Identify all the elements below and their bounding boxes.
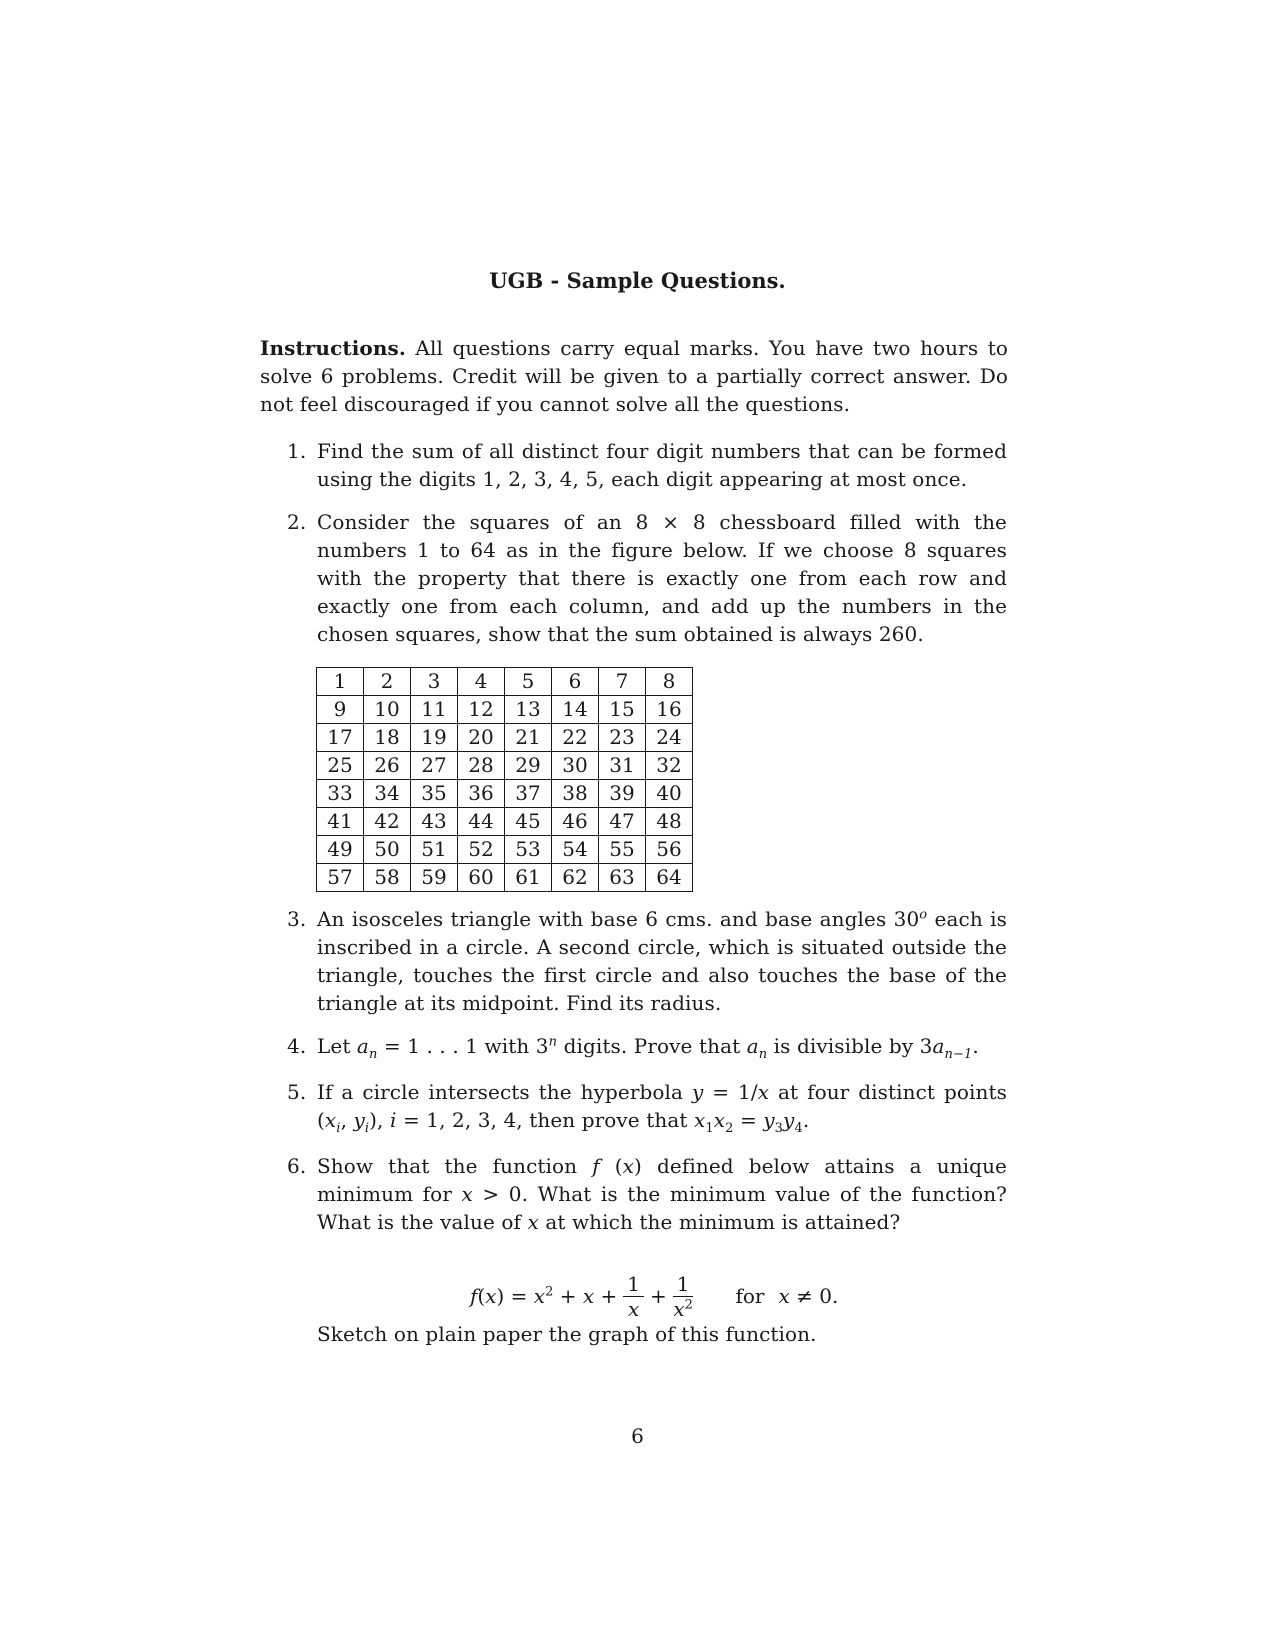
grid-cell: 39 xyxy=(599,780,646,808)
grid-cell: 8 xyxy=(646,668,693,696)
grid-cell: 18 xyxy=(364,724,411,752)
q6-x2: x xyxy=(461,1182,473,1206)
question-6-number: 6. xyxy=(287,1154,307,1178)
grid-cell: 55 xyxy=(599,836,646,864)
grid-cell: 44 xyxy=(458,808,505,836)
fraction-one-over-x-squared xyxy=(673,1272,694,1321)
grid-cell: 58 xyxy=(364,864,411,892)
question-3-number: 3. xyxy=(287,907,307,931)
grid-row xyxy=(317,808,693,836)
grid-cell: 26 xyxy=(364,752,411,780)
grid-cell: 30 xyxy=(552,752,599,780)
grid-row xyxy=(317,724,693,752)
q5-x: x xyxy=(757,1080,770,1104)
grid-cell: 49 xyxy=(317,836,364,864)
formula-close: ) = xyxy=(496,1284,534,1308)
grid-cell: 59 xyxy=(411,864,458,892)
formula-lhs xyxy=(470,1284,617,1308)
grid-cell: 48 xyxy=(646,808,693,836)
frac1-den: x xyxy=(627,1296,640,1321)
grid-cell: 4 xyxy=(458,668,505,696)
grid-cell: 12 xyxy=(458,696,505,724)
q6-p3: ) defined below attains a unique minimum for xyxy=(317,1154,1007,1206)
grid-cell: 33 xyxy=(317,780,364,808)
formula-x-sq: x xyxy=(533,1284,546,1308)
grid-cell: 28 xyxy=(458,752,505,780)
q5-p5: = 1, 2, 3, 4, then prove that xyxy=(396,1108,694,1132)
grid-cell: 22 xyxy=(552,724,599,752)
grid-cell: 3 xyxy=(411,668,458,696)
grid-cell: 50 xyxy=(364,836,411,864)
q5-x2: x xyxy=(713,1108,726,1132)
q4-a3: a xyxy=(932,1034,945,1058)
q4-sub-n2: n xyxy=(758,1047,768,1062)
q6-p4: > 0. What is the minimum value of the function? What is the value of xyxy=(317,1182,1007,1234)
q5-sub-2: 2 xyxy=(725,1121,734,1136)
question-3-text xyxy=(317,905,1007,1017)
q5-i: i xyxy=(389,1108,397,1132)
formula-cond-x: x xyxy=(778,1284,790,1308)
q5-sub-1: 1 xyxy=(705,1121,714,1136)
grid-cell: 45 xyxy=(505,808,552,836)
instructions-label: Instructions. xyxy=(260,336,406,360)
question-2-text: Consider the squares of an 8 × 8 chessboard filled with the numbers 1 to 64 as in the figure below. If we choose 8 squares with the property that there is exactly one from each row and exactly one from each column, and add up the numbers in the chosen squares, show that the sum obtained is always 260. xyxy=(317,510,1007,646)
q6-p2: ( xyxy=(599,1154,623,1178)
q4-end: . xyxy=(972,1034,979,1058)
grid-row xyxy=(317,780,693,808)
grid-cell: 41 xyxy=(317,808,364,836)
q3-text-a: An isosceles triangle with base 6 cms. and base angles 30 xyxy=(317,907,920,931)
grid-cell: 52 xyxy=(458,836,505,864)
grid-cell: 1 xyxy=(317,668,364,696)
question-5-text xyxy=(317,1078,1007,1134)
frac2-den-x: x xyxy=(673,1296,685,1321)
q5-p4: ), xyxy=(369,1108,390,1132)
q4-a: a xyxy=(356,1034,369,1058)
grid-cell: 6 xyxy=(552,668,599,696)
grid-cell: 19 xyxy=(411,724,458,752)
grid-row xyxy=(317,696,693,724)
grid-cell: 34 xyxy=(364,780,411,808)
q6-p5: at which the minimum is attained? xyxy=(538,1210,901,1234)
chessboard-number-grid xyxy=(316,667,693,892)
q5-y3: y xyxy=(763,1108,775,1132)
grid-cell: 9 xyxy=(317,696,364,724)
q3-degree-sup: o xyxy=(919,907,928,923)
grid-cell: 46 xyxy=(552,808,599,836)
instructions-text: All questions carry equal marks. You have two hours to solve 6 problems. Credit will be given to a partially correct answer. Do not feel discouraged if you cannot solve all the questions. xyxy=(260,336,1008,416)
q4-sub-nm1: n−1 xyxy=(944,1047,973,1062)
formula-x: x xyxy=(485,1284,497,1308)
grid-cell: 64 xyxy=(646,864,693,892)
question-4-text xyxy=(317,1032,1007,1060)
grid-row xyxy=(317,752,693,780)
q5-y: y xyxy=(691,1080,704,1104)
q5-sub-i2: i xyxy=(364,1121,370,1136)
q5-yi: y xyxy=(353,1108,365,1132)
grid-cell: 7 xyxy=(599,668,646,696)
grid-cell: 17 xyxy=(317,724,364,752)
q4-sub-n: n xyxy=(368,1047,378,1062)
grid-cell: 62 xyxy=(552,864,599,892)
q5-p3: at four distinct points ( xyxy=(317,1080,1007,1132)
question-6-sketch: Sketch on plain paper the graph of this function. xyxy=(317,1322,817,1346)
q4-a2: a xyxy=(746,1034,759,1058)
grid-cell: 36 xyxy=(458,780,505,808)
question-5-number: 5. xyxy=(287,1080,307,1104)
grid-cell: 23 xyxy=(599,724,646,752)
grid-cell: 27 xyxy=(411,752,458,780)
question-1-number: 1. xyxy=(287,439,307,463)
question-4-number: 4. xyxy=(287,1034,307,1058)
q5-x1: x xyxy=(693,1108,706,1132)
grid-cell: 40 xyxy=(646,780,693,808)
page-title: UGB - Sample Questions. xyxy=(489,268,786,293)
grid-row xyxy=(317,668,693,696)
grid-cell: 56 xyxy=(646,836,693,864)
q5-p1: If a circle intersects the hyperbola xyxy=(317,1080,692,1104)
q5-eq: = xyxy=(733,1108,764,1132)
grid-cell: 11 xyxy=(411,696,458,724)
function-formula xyxy=(470,1264,838,1328)
grid-cell: 43 xyxy=(411,808,458,836)
frac1-num: 1 xyxy=(623,1272,644,1297)
formula-plus-3: + xyxy=(649,1284,667,1308)
q6-p1: Show that the function xyxy=(317,1154,593,1178)
grid-cell: 38 xyxy=(552,780,599,808)
q5-p2: = 1/ xyxy=(703,1080,758,1104)
grid-cell: 60 xyxy=(458,864,505,892)
grid-cell: 32 xyxy=(646,752,693,780)
grid-cell: 42 xyxy=(364,808,411,836)
grid-cell: 53 xyxy=(505,836,552,864)
q6-x: x xyxy=(622,1154,635,1178)
formula-plus-1: + xyxy=(553,1284,583,1308)
frac2-num: 1 xyxy=(673,1272,694,1297)
formula-neq: ≠ 0. xyxy=(789,1284,839,1308)
grid-cell: 16 xyxy=(646,696,693,724)
page-number: 6 xyxy=(631,1424,644,1448)
grid-cell: 25 xyxy=(317,752,364,780)
grid-cell: 61 xyxy=(505,864,552,892)
fraction-one-over-x xyxy=(623,1272,644,1321)
formula-f: f xyxy=(470,1284,478,1308)
q5-end: . xyxy=(802,1108,810,1132)
grid-cell: 57 xyxy=(317,864,364,892)
grid-cell: 35 xyxy=(411,780,458,808)
grid-row xyxy=(317,864,693,892)
grid-cell: 37 xyxy=(505,780,552,808)
grid-cell: 63 xyxy=(599,864,646,892)
question-2-number: 2. xyxy=(287,510,307,534)
grid-cell: 5 xyxy=(505,668,552,696)
instructions-paragraph xyxy=(260,334,1008,418)
grid-cell: 21 xyxy=(505,724,552,752)
grid-row xyxy=(317,836,693,864)
q5-xi: x xyxy=(324,1108,337,1132)
question-1-text: Find the sum of all distinct four digit numbers that can be formed using the digits 1, 2, 3, 4, 5, each digit appearing at most once. xyxy=(317,439,1007,491)
formula-open: ( xyxy=(477,1284,486,1308)
grid-cell: 31 xyxy=(599,752,646,780)
formula-x-lin: x xyxy=(582,1284,595,1308)
q4-sup-n: n xyxy=(548,1034,558,1050)
grid-cell: 51 xyxy=(411,836,458,864)
grid-cell: 20 xyxy=(458,724,505,752)
grid-cell: 47 xyxy=(599,808,646,836)
q3-text-b: each is inscribed in a circle. A second circle, which is situated outside the triangle, touches the first circle and also touches the base of the triangle at its midpoint. Find its radius. xyxy=(317,907,1007,1015)
formula-for: for xyxy=(735,1284,765,1308)
formula-sup-2: 2 xyxy=(545,1284,554,1300)
frac2-den xyxy=(673,1297,693,1321)
grid-cell: 10 xyxy=(364,696,411,724)
question-6-text xyxy=(317,1152,1007,1236)
grid-cell: 29 xyxy=(505,752,552,780)
q5-sub-4: 4 xyxy=(794,1121,803,1136)
grid-cell: 54 xyxy=(552,836,599,864)
q6-x3: x xyxy=(527,1210,539,1234)
q4-p3: digits. Prove that xyxy=(557,1034,747,1058)
q4-p2: = 1 . . . 1 with 3 xyxy=(377,1034,549,1058)
grid-cell: 2 xyxy=(364,668,411,696)
formula-condition xyxy=(778,1284,838,1308)
q5-sub-3: 3 xyxy=(774,1121,784,1136)
q5-sub-i: i xyxy=(336,1121,341,1136)
q6-f: f xyxy=(592,1154,600,1178)
q4-p1: Let xyxy=(317,1034,357,1058)
grid-cell: 14 xyxy=(552,696,599,724)
grid-cell: 15 xyxy=(599,696,646,724)
grid-cell: 13 xyxy=(505,696,552,724)
q5-y4: y xyxy=(783,1108,795,1132)
q4-p4: is divisible by 3 xyxy=(767,1034,933,1058)
formula-plus-2: + xyxy=(594,1284,618,1308)
grid-cell: 24 xyxy=(646,724,693,752)
frac2-den-sup: 2 xyxy=(684,1296,693,1312)
q5-comma: , xyxy=(340,1108,354,1132)
